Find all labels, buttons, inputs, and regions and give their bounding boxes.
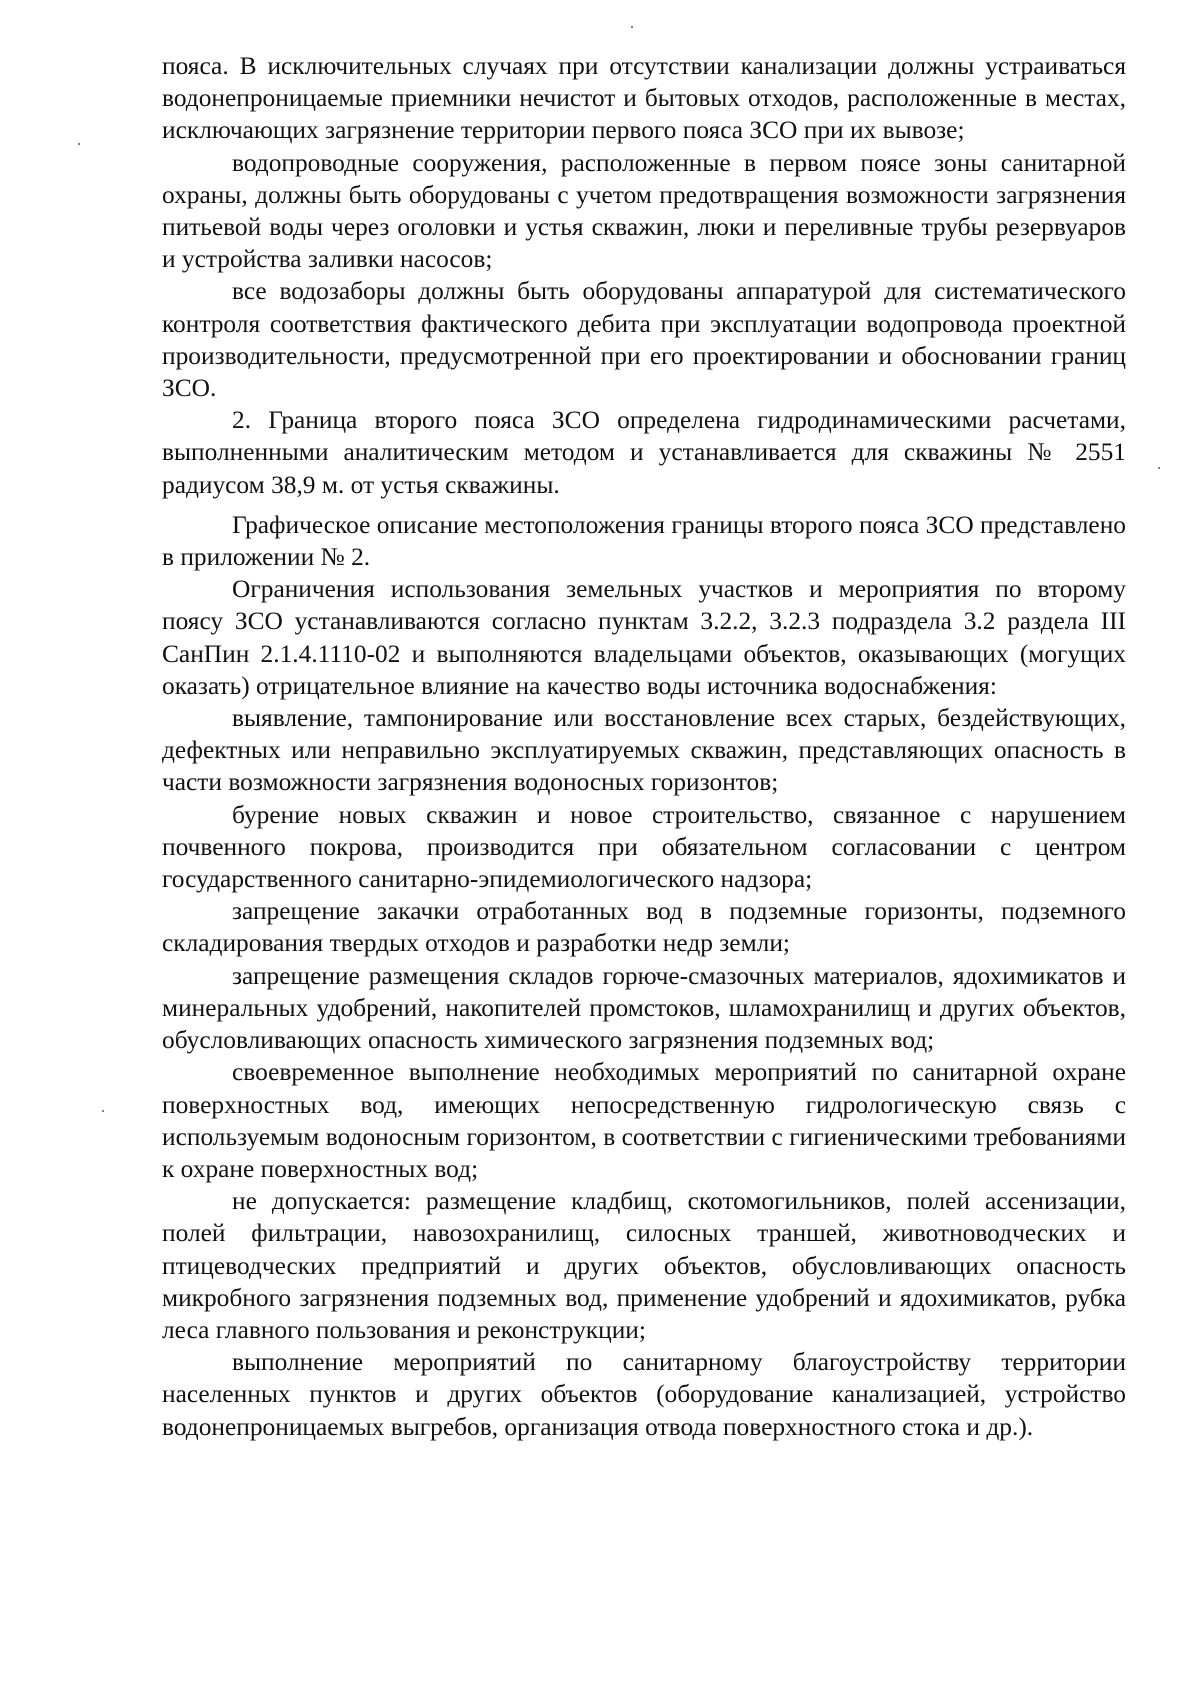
paragraph: бурение новых скважин и новое строительство, связанное с нарушением почвенного покрова, производится при обязательном согласовании с центром государственного санитарно-эпидемиологического надзора; bbox=[162, 800, 1126, 894]
paragraph: не допускается: размещение кладбищ, скотомогильников, полей ассенизации, полей фильтрации, навозохранилищ, силосных траншей, животноводческих и птицеводческих предприятий и других объектов, обусловливающих опасность микробного загрязнения подземных вод, применение удобрений и ядохимикатов, рубка леса главного пользования и реконструкции; bbox=[162, 1187, 1126, 1344]
paragraph: все водозаборы должны быть оборудованы аппаратурой для систематического контроля соответствия фактического дебита при эксплуатации водопровода проектной производительности, предусмотренной при его проектировании и обосновании границ ЗСО. bbox=[162, 277, 1126, 403]
paragraph: запрещение закачки отработанных вод в подземные горизонты, подземного складирования твердых отходов и разработки недр земли; bbox=[162, 897, 1126, 958]
scan-speck bbox=[631, 26, 633, 28]
document-body bbox=[162, 50, 1126, 1443]
paragraph: Ограничения использования земельных участков и мероприятия по второму поясу ЗСО устанавливаются согласно пунктам 3.2.2, 3.2.3 подраздела 3.2 раздела III СанПин 2.1.4.1110-02 и выполняются владельцами объектов, оказывающих (могущих оказать) отрицательное влияние на качество воды источника водоснабжения: bbox=[162, 575, 1126, 700]
paragraph: пояса. В исключительных случаях при отсутствии канализации должны устраиваться водонепроницаемые приемники нечистот и бытовых отходов, расположенные в местах, исключающих загрязнение территории первого пояса ЗСО при их вывозе; bbox=[162, 52, 1126, 145]
paragraph: Графическое описание местоположения границы второго пояса ЗСО представлено в приложении № 2. bbox=[162, 510, 1126, 572]
paragraph: водопроводные сооружения, расположенные в первом поясе зоны санитарной охраны, должны быть оборудованы с учетом предотвращения возможности загрязнения питьевой воды через оголовки и устья скважин, люки и переливные трубы резервуаров и устройства заливки насосов; bbox=[162, 148, 1126, 274]
paragraph: выполнение мероприятий по санитарному благоустройству территории населенных пунктов и других объектов (оборудование канализацией, устройство водонепроницаемых выгребов, организация отвода поверхностного стока и др.). bbox=[162, 1348, 1126, 1441]
paragraph: 2. Граница второго пояса ЗСО определена гидродинамическими расчетами, выполненными аналитическим методом и устанавливается для скважины № 2551 радиусом 38,9 м. от устья скважины. bbox=[162, 406, 1126, 499]
scan-speck bbox=[78, 143, 80, 145]
paragraph: запрещение размещения складов горюче-смазочных материалов, ядохимикатов и минеральных удобрений, накопителей промстоков, шламохранилищ и других объектов, обусловливающих опасность химического загрязнения подземных вод; bbox=[162, 961, 1126, 1055]
scan-speck bbox=[1158, 467, 1160, 469]
paragraph: своевременное выполнение необходимых мероприятий по санитарной охране поверхностных вод, имеющих непосредственную гидрологическую связь с используемым водоносным горизонтом, в соответствии с гигиеническими требованиями к охране поверхностных вод; bbox=[162, 1058, 1126, 1183]
scan-speck bbox=[102, 1110, 104, 1112]
paragraph: выявление, тампонирование или восстановление всех старых, бездействующих, дефектных или неправильно эксплуатируемых скважин, представляющих опасность в части возможности загрязнения водоносных горизонтов; bbox=[162, 704, 1126, 797]
